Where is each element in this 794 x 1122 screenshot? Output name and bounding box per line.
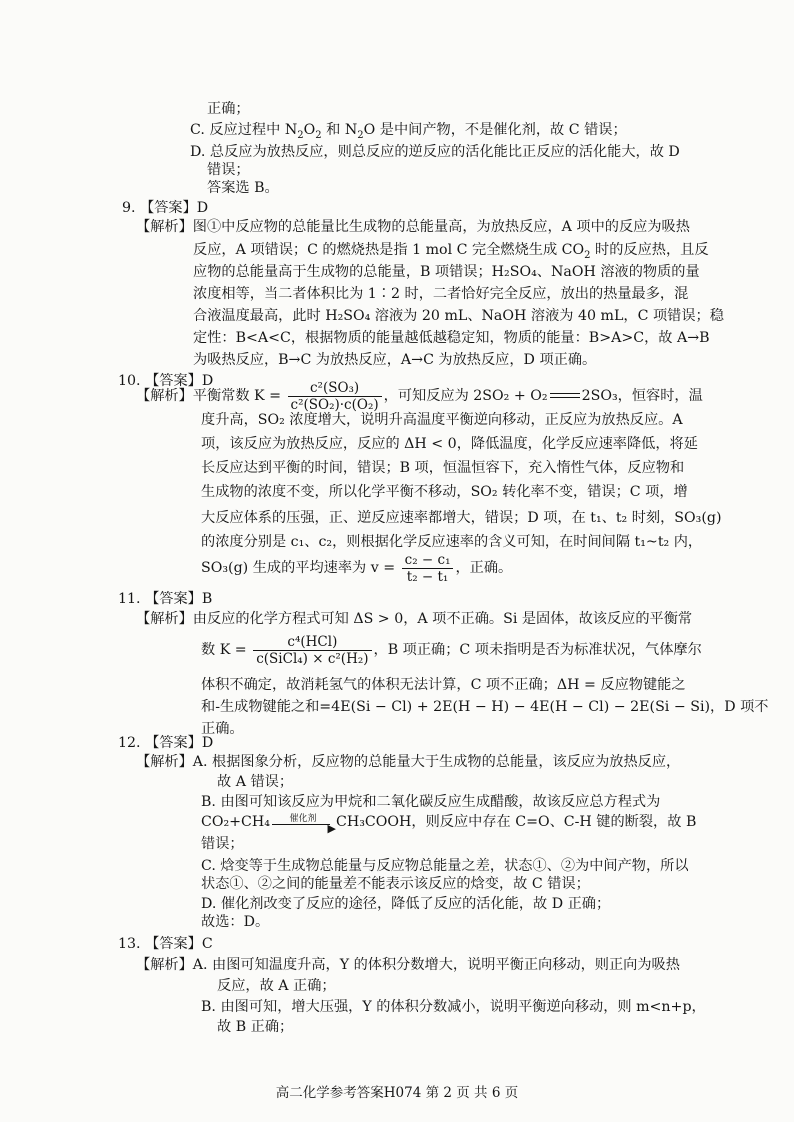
text-line: 【解析】由反应的化学方程式可知 ΔS > 0，A 项不正确。Si 是固体，故该反应的平衡常 [136, 611, 693, 627]
text-line: 【解析】A. 由图可知温度升高，Y 的体积分数增大，说明平衡正向移动，则正向为吸热 [136, 957, 680, 973]
text-line: 正确。 [201, 721, 244, 737]
answer-heading-13: 13. 【答案】C [118, 936, 213, 952]
text-line: C. 焓变等于生成物总能量与反应物总能量之差，状态①、②为中间产物，所以 [201, 858, 689, 874]
text-line: SO₃(g) 生成的平均速率为 v = $\frac{\text{c₂ − c₁}}{\text{t₂ − t₁}}$ ，正确。 [201, 551, 513, 585]
catalyst-arrow: 催化剂 ▶ [270, 813, 336, 831]
text-line: 答案选 B。 [207, 180, 279, 196]
answer-heading-11: 11. 【答案】B [118, 591, 213, 607]
text-line: 和-生成物键能之和=4E(Si − Cl) + 2E(H − H) − 4E(H − Cl) − 2E(Si − Si)，D 项不 [201, 699, 769, 715]
text-line: 项，该反应为放热反应，反应的 ΔH < 0，降低温度，化学反应速率降低，将延 [201, 436, 698, 452]
text-line: 【解析】平衡常数 K = $\frac{\text{c²(SO₃)}}{\text{c²(SO₂)·c(O₂)}}$ ，可知反应为 2SO₂ + O₂ 2SO₃，恒容时，温 [136, 379, 703, 413]
text-line: 定性：B<A<C，根据物质的能量越低越稳定知，物质的能量：B>A>C，故 A→B [193, 330, 710, 346]
text-line: 正确； [207, 101, 250, 117]
text-line: C. 反应过程中 $N_2O_2$ 和 $N_2O$ 是中间产物，不是催化剂，故 C 错误； [190, 122, 627, 141]
text-line: D. 总反应为放热反应，则总反应的逆反应的活化能比正反应的活化能大，故 D [190, 144, 680, 160]
average-rate-fraction: $\frac{\text{c₂ − c₁}}{\text{t₂ − t₁}}$ [402, 552, 454, 585]
text-line: B. 由图可知，增大压强，Y 的体积分数减小，说明平衡逆向移动，则 m<n+p， [201, 999, 706, 1015]
answer-heading-9: 9. 【答案】D [122, 200, 209, 216]
text-line: 故 B 正确； [217, 1019, 294, 1035]
reversible-arrow [548, 390, 582, 402]
text-line: 浓度相等，当二者体积比为 1∶2 时，二者恰好完全反应，放出的热量最多，混 [193, 286, 689, 302]
text-line: 体积不确定，故消耗氢气的体积无法计算，C 项不正确；ΔH = 反应物键能之 [201, 677, 686, 693]
equilibrium-constant-fraction: $\frac{\text{c⁴(HCl)}}{\text{c(SiCl₄) × c²(H₂)}}$ [253, 634, 371, 667]
text-line: B. 由图可知该反应为甲烷和二氧化碳反应生成醋酸，故该反应总方程式为 [201, 794, 661, 810]
text-line: 生成物的浓度不变，所以化学平衡不移动，SO₂ 转化率不变，错误；C 项，增 [201, 484, 688, 500]
text-line: 合液温度最高，此时 H₂SO₄ 溶液为 20 mL、NaOH 溶液为 40 mL，C 项错误；稳 [193, 308, 724, 324]
text-line: 为吸热反应，B→C 为放热反应，A→C 为放热反应，D 项正确。 [193, 352, 597, 368]
text-line: 故 A 错误； [217, 774, 294, 790]
text-line: 错误； [201, 836, 244, 852]
text-line: 应物的总能量高于生成物的总能量，B 项错误；H₂SO₄、NaOH 溶液的物质的量 [193, 264, 700, 280]
text-line: 状态①、②之间的能量差不能表示该反应的焓变，故 C 错误； [201, 876, 590, 892]
text-line: 的浓度分别是 c₁、c₂，则根据化学反应速率的含义可知，在时间间隔 t₁~t₂ 内， [201, 534, 703, 550]
text-line: 长反应达到平衡的时间，错误；B 项，恒温恒容下，充入惰性气体，反应物和 [201, 460, 685, 476]
text-line: 大反应体系的压强，正、逆反应速率都增大，错误；D 项，在 t₁、t₂ 时刻，SO₃(g) [201, 510, 722, 526]
text-line: 度升高，SO₂ 浓度增大，说明升高温度平衡逆向移动，正反应为放热反应。A [201, 412, 683, 428]
answer-heading-12: 12. 【答案】D [118, 735, 214, 751]
text-line: D. 催化剂改变了反应的途径，降低了反应的活化能，故 D 正确； [201, 896, 611, 912]
text-line: 数 K = $\frac{\text{c⁴(HCl)}}{\text{c(SiCl₄) × c²(H₂)}}$ ，B 项正确；C 项未指明是否为标准状况，气体摩尔 [201, 633, 702, 667]
text-line: 错误； [207, 162, 250, 178]
text-line: CO₂+CH₄ 催化剂 ▶ CH₃COOH，则反应中存在 C=O、C-H 键的断裂，故 B [201, 814, 697, 835]
page-footer: 高二化学参考答案H074 第 2 页 共 6 页 [275, 1085, 519, 1101]
text-line: 反应，故 A 正确； [217, 978, 336, 994]
text-line: 反应，A 项错误；C 的燃烧热是指 1 mol C 完全燃烧生成 $CO_2$ 时的反应热，且反 [193, 242, 709, 261]
text-line: 【解析】图①中反应物的总能量比生成物的总能量高，为放热反应，A 项中的反应为吸热 [136, 219, 690, 235]
answer-heading-10: 10. 【答案】D [118, 373, 214, 389]
text-line: 【解析】A. 根据图象分析，反应物的总能量大于生成物的总能量，该反应为放热反应， [136, 754, 681, 770]
text-line: 故选：D。 [201, 914, 270, 930]
equilibrium-constant-fraction: $\frac{\text{c²(SO₃)}}{\text{c²(SO₂)·c(O₂)}}$ [288, 380, 382, 413]
